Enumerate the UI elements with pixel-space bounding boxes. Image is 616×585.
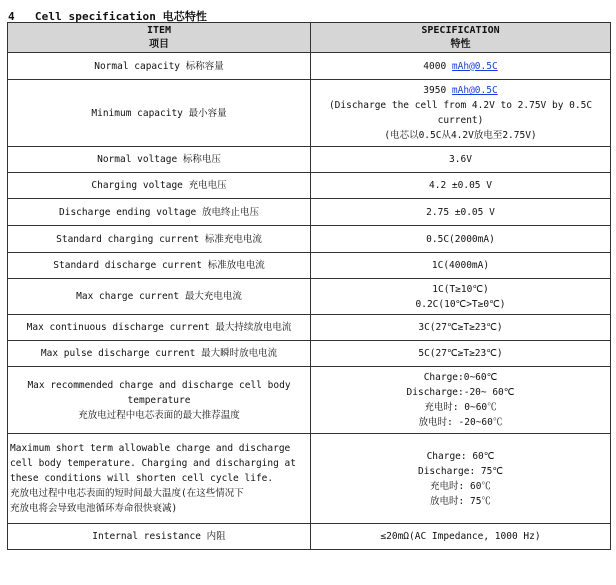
spec-line: Charge:0~60℃: [423, 372, 498, 383]
spec-cell: 3C(27℃≥T≥23℃): [311, 315, 611, 341]
item-line: 充放电过程中电芯表面的短时间最大温度(在这些情况下: [10, 488, 244, 499]
spec-header-cn: 特性: [450, 38, 471, 50]
item-line: cell body temperature. Charging and discharging at: [10, 458, 296, 469]
spec-line: (电芯以0.5C从4.2V放电至2.75V): [384, 130, 537, 141]
section-title: Cell specification 电芯特性: [34, 10, 208, 23]
spec-line: 充电时: 60℃: [430, 480, 491, 492]
spec-cell: [311, 279, 611, 315]
section-number: 4: [8, 10, 15, 23]
item-line: Maximum short term allowable charge and discharge: [10, 443, 291, 454]
table-row: [8, 147, 611, 173]
item-cell: Standard charging current 标准充电电流: [8, 226, 311, 253]
table-header-row: [8, 23, 611, 53]
spec-line: 放电时: -20~60℃: [418, 417, 503, 428]
item-cell: Max continuous discharge current 最大持续放电电流: [8, 315, 311, 341]
table-row: [8, 226, 611, 253]
item-cell: Minimum capacity 最小容量: [8, 80, 311, 147]
table-row: [8, 524, 611, 550]
item-line: these conditions will shorten cell cycle life.: [10, 473, 274, 484]
spec-line: Discharge: 75℃: [417, 465, 504, 477]
item-cell: Standard discharge current 标准放电电流: [8, 253, 311, 279]
table-row: [8, 367, 611, 434]
spec-line: [313, 83, 608, 98]
item-cell: Normal voltage 标称电压: [8, 147, 311, 173]
spec-cell: [311, 434, 611, 524]
table-row: [8, 341, 611, 367]
spec-cell: [311, 367, 611, 434]
item-cell: Discharge ending voltage 放电终止电压: [8, 199, 311, 226]
spec-line: Charge: 60℃: [426, 450, 495, 462]
spec-cell: 1C(4000mA): [311, 253, 611, 279]
capacity-link[interactable]: mAh@0.5C: [451, 85, 498, 96]
capacity-link[interactable]: mAh@0.5C: [451, 60, 498, 72]
spec-line: 放电时: 75℃: [430, 495, 491, 507]
spec-value: 4000: [423, 60, 447, 72]
spec-line: current): [437, 115, 484, 126]
table-row: [8, 315, 611, 341]
table-row: [8, 173, 611, 199]
spec-line: 0.2C(10℃>T≥0℃): [415, 298, 506, 310]
spec-line: 充电时: 0~60℃: [424, 402, 497, 413]
item-cell: Charging voltage 充电电压: [8, 173, 311, 199]
spec-header-en: SPECIFICATION: [421, 24, 500, 36]
item-cell: [8, 367, 311, 434]
item-cell: Max pulse discharge current 最大瞬时放电电流: [8, 341, 311, 367]
item-line: temperature: [127, 394, 191, 406]
cell-specification-table: [7, 22, 611, 550]
table-row: [8, 199, 611, 226]
table-row: [8, 253, 611, 279]
item-cell: Normal capacity 标称容量: [8, 53, 311, 80]
spec-line: Discharge:-20~ 60℃: [406, 387, 515, 398]
item-header-cn: 项目: [149, 38, 169, 50]
item-line: 充放电将会导致电池循环寿命很快衰减): [10, 503, 178, 514]
item-header: [8, 23, 311, 53]
spec-line: 1C(T≥10℃): [432, 283, 489, 295]
spec-cell: 2.75 ±0.05 V: [311, 199, 611, 226]
spec-cell: [311, 80, 611, 147]
spec-cell: 0.5C(2000mA): [311, 226, 611, 253]
spec-cell: 4.2 ±0.05 V: [311, 173, 611, 199]
table-row: [8, 434, 611, 524]
table-row: [8, 279, 611, 315]
spec-cell: [311, 53, 611, 80]
spec-header: [311, 23, 611, 53]
spec-cell: 5C(27℃≥T≥23℃): [311, 341, 611, 367]
spec-cell: ≤20mΩ(AC Impedance, 1000 Hz): [311, 524, 611, 550]
item-line: Max recommended charge and discharge cell body: [27, 379, 291, 391]
table-row: [8, 80, 611, 147]
table-row: [8, 53, 611, 80]
spec-line: (Discharge the cell from 4.2V to 2.75V by 0.5C: [328, 100, 593, 111]
spec-value: 3950: [423, 85, 447, 96]
item-header-en: ITEM: [146, 24, 172, 36]
spec-cell: 3.6V: [311, 147, 611, 173]
item-line: 充放电过程中电芯表面的最大推荐温度: [78, 409, 240, 421]
item-cell: Max charge current 最大充电电流: [8, 279, 311, 315]
item-cell: [8, 434, 311, 524]
item-cell: Internal resistance 内阻: [8, 524, 311, 550]
